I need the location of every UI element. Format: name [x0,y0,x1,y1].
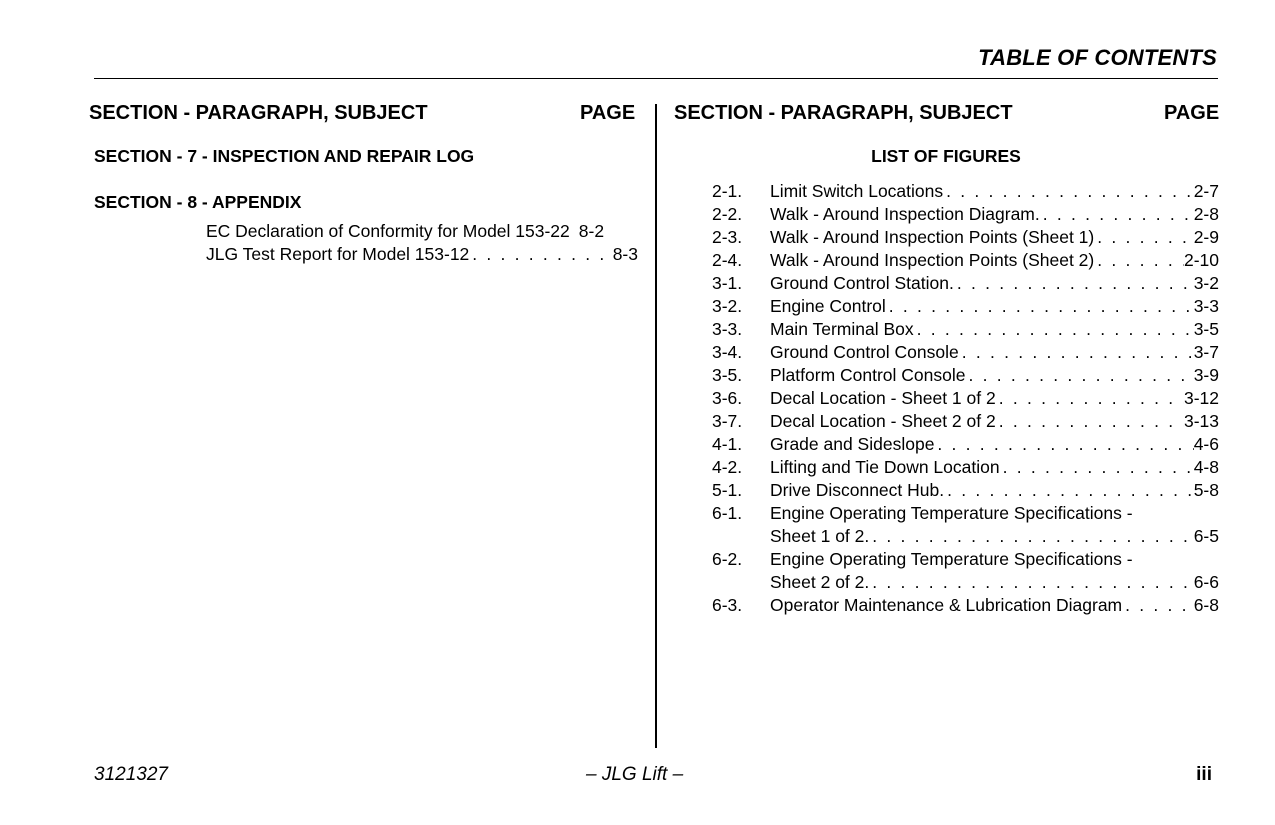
leader-dots [1122,594,1194,617]
figure-number: 4-1. [712,434,743,454]
figure-entry[interactable] [770,180,1219,203]
figure-page: 3-12 [1183,388,1219,408]
toc-entry-ec-declaration[interactable] [206,220,638,243]
figure-page: 4-6 [1193,434,1219,454]
figure-title: Ground Control Station. [770,273,954,293]
figure-title: Lifting and Tie Down Location [770,457,1000,477]
figure-page: 4-8 [1193,457,1219,477]
leader-dots [1000,456,1194,479]
figure-title: Decal Location - Sheet 2 of 2 [770,411,996,431]
figure-title: Ground Control Console [770,342,959,362]
figure-number: 3-7. [712,411,743,431]
figure-title-continued: Sheet 1 of 2. [770,526,870,546]
figure-title: Grade and Sideslope [770,434,935,454]
figure-entry[interactable] [770,203,1219,226]
leader-dots [869,571,1193,594]
figure-page: 2-9 [1193,227,1219,247]
figure-title: Operator Maintenance & Lubrication Diagram [770,595,1123,615]
figure-title-continued: Sheet 2 of 2. [770,572,870,592]
figure-entry[interactable] [770,226,1219,249]
figure-entry[interactable] [770,410,1219,433]
figure-title: Limit Switch Locations [770,181,944,201]
figure-entry[interactable] [770,479,1219,502]
leader-dots [954,272,1194,295]
toc-entry-text: JLG Test Report for Model 153-12 [206,244,470,264]
footer-page-number: iii [1196,764,1212,785]
figure-entry[interactable] [770,571,1219,594]
leader-dots [944,479,1194,502]
figure-title[interactable]: Engine Operating Temperature Specifications - [770,503,1133,523]
leader-dots [996,387,1184,410]
figure-number: 6-3. [712,595,743,615]
section-7-heading[interactable]: SECTION - 7 - INSPECTION AND REPAIR LOG [94,146,475,166]
figure-entry[interactable] [770,525,1219,548]
footer-brand: – JLG Lift – [586,764,684,785]
figure-entry[interactable] [770,387,1219,410]
header-rule [94,78,1218,79]
leader-dots [934,433,1193,456]
figure-page: 6-6 [1193,572,1219,592]
figure-title: Decal Location - Sheet 1 of 2 [770,388,996,408]
figure-page: 3-3 [1193,296,1219,316]
figure-title: Main Terminal Box [770,319,914,339]
left-subject-heading: SECTION - PARAGRAPH, SUBJECT [89,102,428,124]
figure-page: 3-7 [1193,342,1219,362]
leader-dots [959,341,1194,364]
figure-entry[interactable] [770,272,1219,295]
figure-number: 3-3. [712,319,743,339]
figure-title: Drive Disconnect Hub. [770,480,945,500]
page-title: TABLE OF CONTENTS [978,45,1217,70]
figure-title: Walk - Around Inspection Diagram. [770,204,1040,224]
figure-page: 2-10 [1183,250,1219,270]
leader-dots [1094,249,1184,272]
figure-entry[interactable] [770,295,1219,318]
figure-page: 2-8 [1193,204,1219,224]
figure-number: 2-4. [712,250,743,270]
toc-entry-page: 8-3 [612,244,638,264]
leader-dots [886,295,1194,318]
figure-entry[interactable] [770,433,1219,456]
figure-page: 2-7 [1193,181,1219,201]
figure-number: 3-5. [712,365,743,385]
figure-number: 2-1. [712,181,743,201]
figure-entry[interactable] [770,456,1219,479]
toc-entry-jlg-test-report[interactable] [206,243,638,266]
figure-page: 6-8 [1193,595,1219,615]
left-page-heading: PAGE [580,102,636,124]
figure-number: 4-2. [712,457,743,477]
figure-number: 3-2. [712,296,743,316]
figure-number: 6-1. [712,503,743,523]
leader-dots [996,410,1184,433]
figure-title[interactable]: Engine Operating Temperature Specifications - [770,549,1133,569]
figure-page: 5-8 [1193,480,1219,500]
section-8-heading[interactable]: SECTION - 8 - APPENDIX [94,192,302,212]
figure-number: 5-1. [712,480,743,500]
leader-dots [1094,226,1193,249]
leader-dots [966,364,1194,387]
figure-number: 3-4. [712,342,743,362]
figure-entry[interactable] [770,318,1219,341]
figure-number: 3-6. [712,388,743,408]
figure-page: 6-5 [1193,526,1219,546]
toc-entry-page: 8-2 [578,221,605,241]
leader-dots [914,318,1194,341]
figure-page: 3-5 [1193,319,1219,339]
figure-entry[interactable] [770,364,1219,387]
right-subject-heading: SECTION - PARAGRAPH, SUBJECT [674,102,1013,124]
figure-number: 6-2. [712,549,743,569]
figure-number: 2-3. [712,227,743,247]
footer-doc-number: 3121327 [94,764,168,785]
figure-entry[interactable] [770,249,1219,272]
figure-title: Engine Control [770,296,886,316]
leader-dots [469,243,612,266]
toc-entry-text: EC Declaration of Conformity for Model 153-22 [206,221,570,241]
figure-entry[interactable] [770,341,1219,364]
right-page-heading: PAGE [1164,102,1220,124]
figure-number: 2-2. [712,204,743,224]
figure-title: Walk - Around Inspection Points (Sheet 1) [770,227,1095,247]
leader-dots [869,525,1193,548]
list-of-figures-heading: LIST OF FIGURES [871,146,1021,166]
leader-dots [1040,203,1194,226]
figure-title: Platform Control Console [770,365,966,385]
column-divider [655,104,657,748]
figure-title: Walk - Around Inspection Points (Sheet 2) [770,250,1095,270]
figure-number: 3-1. [712,273,743,293]
leader-dots [943,180,1194,203]
figure-page: 3-9 [1193,365,1219,385]
figure-entry[interactable] [770,594,1219,617]
figure-page: 3-13 [1183,411,1219,431]
figure-page: 3-2 [1193,273,1219,293]
